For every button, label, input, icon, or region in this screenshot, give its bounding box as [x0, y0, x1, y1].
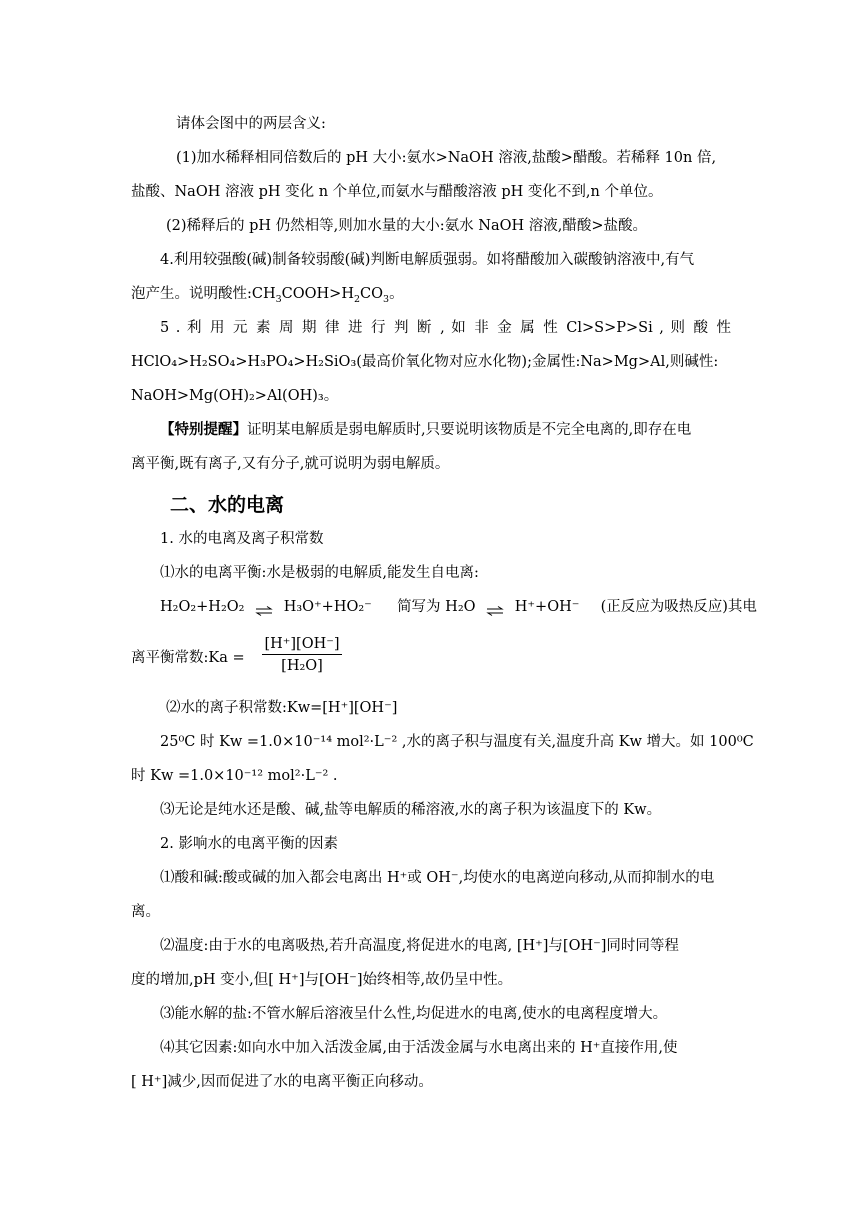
ka-fraction [262, 636, 342, 674]
factor-2-line-2: 度的增加,pH 变小,但[ H⁺]与[OH⁻]始终相等,故仍呈中性。 [131, 972, 513, 988]
paragraph-4-line-1: 4.利用较强酸(碱)制备较弱酸(碱)判断电解质强弱。如将醋酸加入碳酸钠溶液中,有气 [160, 252, 695, 268]
paragraph-5-line-1: 5 . 利 用 元 素 周 期 律 进 行 判 断 , 如 非 金 属 性 Cl>S>P>Si , 则 酸 性 [160, 320, 731, 336]
p4-text-a: 泡产生。说明酸性:CH [131, 286, 276, 302]
paragraph-1-line-1: (1)加水稀释相同倍数后的 pH 大小:氨水>NaOH 溶液,盐酸>醋酸。若稀释 10n 倍, [176, 150, 717, 166]
factor-1-line-2: 离。 [131, 904, 160, 920]
subsection-1b: ⑵水的离子积常数:Kw=[H⁺][OH⁻] [166, 700, 398, 716]
ionization-equation [160, 597, 757, 617]
p4-text-b: COOH>H [281, 286, 354, 302]
ka-prefix: 离平衡常数:Ka = [131, 650, 245, 666]
paragraph-4-line-2: 泡产生。说明酸性$:CH_3COOH>H_2CO_3$。 [131, 286, 404, 305]
equilibrium-arrow-icon [486, 602, 504, 612]
paragraph-1-line-2: 盐酸、NaOH 溶液 pH 变化 n 个单位,而氨水与醋酸溶液 pH 变化不到,n 个单位。 [131, 184, 663, 200]
special-tip-label: 【特别提醒】 [160, 421, 247, 438]
paragraph-2: (2)稀释后的 pH 仍然相等,则加水量的大小:氨水 NaOH 溶液,醋酸>盐酸。 [166, 218, 648, 234]
section-heading: 二、水的电离 [170, 494, 285, 516]
paragraph-5-line-2: HClO₄>H₂SO₄>H₃PO₄>H₂SiO₃(最高价氧化物对应水化物);金属性:Na>Mg>Al,则碱性: [131, 354, 719, 370]
special-tip-line-2: 离平衡,既有离子,又有分子,就可说明为弱电解质。 [131, 456, 450, 472]
kw-line-2: 时 Kw =1.0×10⁻¹² mol²·L⁻² . [131, 768, 338, 784]
kw-line-1: 25⁰C 时 Kw =1.0×10⁻¹⁴ mol²·L⁻² ,水的离子积与温度有关,温度升高 Kw 增大。如 100⁰C [160, 734, 754, 750]
eq-note: (正反应为吸热反应)其电 [600, 599, 757, 615]
paragraph-5-line-3: NaOH>Mg(OH)₂>Al(OH)₃。 [131, 388, 339, 404]
eq-short-right: H⁺+OH⁻ [514, 599, 580, 615]
subsection-1c: ⑶无论是纯水还是酸、碱,盐等电解质的稀溶液,水的离子积为该温度下的 Kw。 [160, 802, 662, 818]
factor-1-line-1: ⑴酸和碱:酸或碱的加入都会电离出 H⁺或 OH⁻,均使水的电离逆向移动,从而抑制水的电 [160, 870, 715, 886]
subsection-1a: ⑴水的电离平衡:水是极弱的电解质,能发生自电离: [160, 565, 479, 581]
factor-3: ⑶能水解的盐:不管水解后溶液呈什么性,均促进水的电离,使水的电离程度增大。 [160, 1006, 668, 1022]
eq-right: H₃O⁺+HO₂⁻ [283, 599, 372, 615]
equilibrium-arrow-icon [255, 602, 273, 612]
intro-text: 请体会图中的两层含义: [176, 116, 326, 132]
factor-4-line-1: ⑷其它因素:如向水中加入活泼金属,由于活泼金属与水电离出来的 H⁺直接作用,使 [160, 1040, 678, 1056]
factor-2-line-1: ⑵温度:由于水的电离吸热,若升高温度,将促进水的电离, [H⁺]与[OH⁻]同时同等程 [160, 938, 679, 954]
factor-4-line-2: [ H⁺]减少,因而促进了水的电离平衡正向移动。 [131, 1074, 433, 1090]
special-tip-line-1 [160, 420, 731, 440]
p4-text-c: CO [360, 286, 384, 302]
eq-left: H₂O₂+H₂O₂ [160, 599, 245, 615]
ka-denominator: [H₂O] [281, 658, 323, 674]
eq-short: 简写为 H₂O [397, 599, 476, 615]
subsection-2-title: 2. 影响水的电离平衡的因素 [160, 836, 338, 852]
subsection-1-title: 1. 水的电离及离子积常数 [160, 531, 324, 547]
p4-text-d: 。 [389, 286, 404, 302]
special-tip-text: 证明某电解质是弱电解质时,只要说明该物质是不完全电离的,即存在电 [247, 422, 692, 438]
ka-numerator: [H⁺][OH⁻] [262, 636, 342, 655]
